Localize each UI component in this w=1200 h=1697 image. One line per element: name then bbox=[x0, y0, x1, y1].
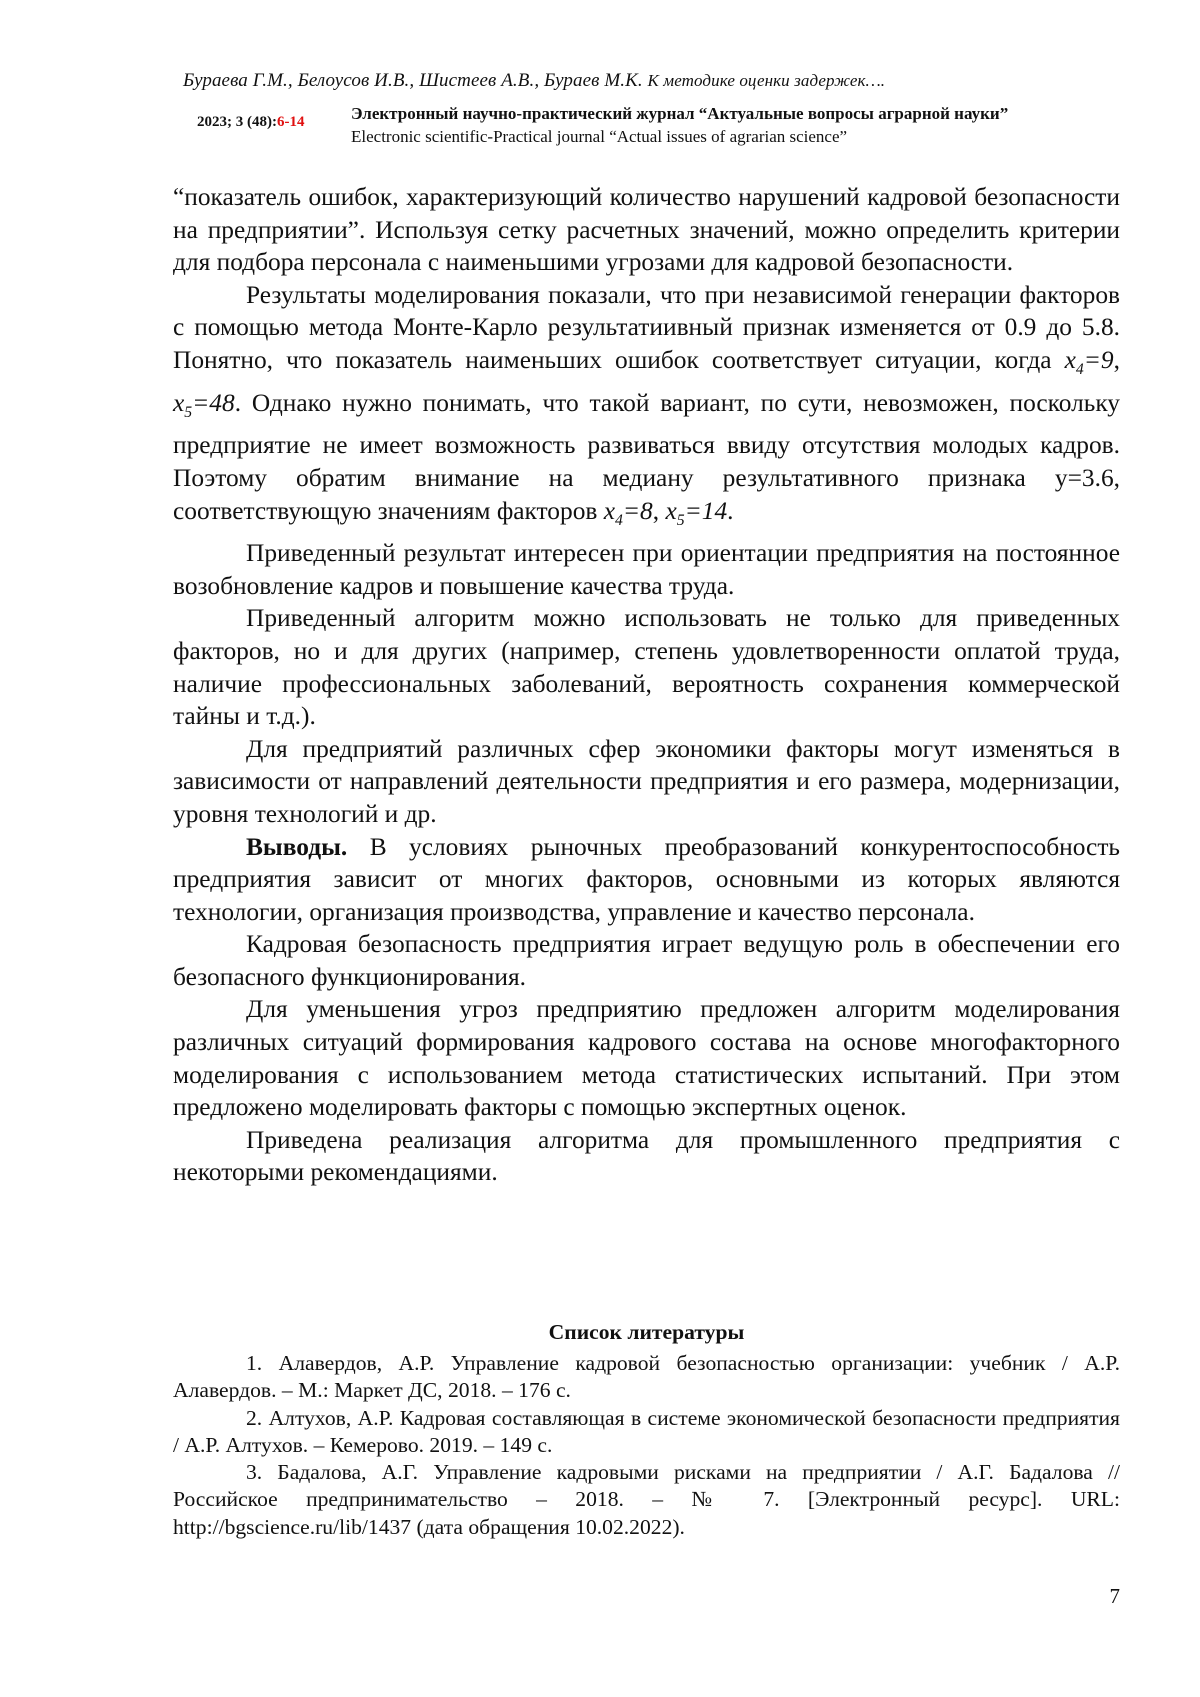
issue-info bbox=[197, 114, 304, 131]
reference-item: 1. Алавердов, А.Р. Управление кадровой безопасностью организации: учебник / А.Р. Алавердов. – М.: Маркет ДС, 2018. – 176 с. bbox=[173, 1350, 1120, 1405]
paragraph-8: Для уменьшения угроз предприятию предложен алгоритм моделирования различных ситуаций формирования кадрового состава на основе многофакторного моделирования с использованием метода статистических испытаний. При этом предложено моделировать факторы с помощью экспертных оценок. bbox=[173, 993, 1120, 1123]
page-number: 7 bbox=[1110, 1584, 1121, 1609]
formula-x5-48: x5=48 bbox=[173, 389, 235, 417]
running-head bbox=[183, 70, 885, 92]
journal-title-en: Electronic scientific-Practical journal “Actual issues of agrarian science” bbox=[351, 125, 1008, 148]
references-list bbox=[173, 1350, 1120, 1541]
paragraph-7: Кадровая безопасность предприятия играет ведущую роль в обеспечении его безопасного функционирования. bbox=[173, 928, 1120, 993]
references-title: Список литературы bbox=[173, 1320, 1120, 1345]
reference-item: 2. Алтухов, А.Р. Кадровая составляющая в системе экономической безопасности предприятия / А.Р. Алтухов. – Кемерово. 2019. – 149 с. bbox=[173, 1405, 1120, 1460]
formula-x4-8: x4=8 bbox=[604, 497, 653, 525]
paragraph-2: Результаты моделирования показали, что при независимой генерации факторов с помощью метода Монте-Карло результатиивный признак изменяется от 0.9 до 5.8. Понятно, что показатель наименьших ошибок соответствует ситуации, когда x4=9, x5=48. Однако нужно понимать, что такой вариант, по сути, невозможен, поскольку предприятие не имеет возможность развиваться ввиду отсутствия молодых кадров. Поэтому обратим внимание на медиану результативного признака y=3.6, соответствующую значениям факторов x4=8, x5=14. bbox=[173, 279, 1120, 537]
article-body bbox=[173, 181, 1120, 1189]
paragraph-5: Для предприятий различных сфер экономики факторы могут изменяться в зависимости от направлений деятельности предприятия и его размера, модернизации, уровня технологий и др. bbox=[173, 733, 1120, 831]
paragraph-4: Приведенный алгоритм можно использовать не только для приведенных факторов, но и для других (например, степень удовлетворенности оплатой труда, наличие профессиональных заболеваний, вероятность сохранения коммерческой тайны и т.д.). bbox=[173, 602, 1120, 732]
running-head-authors: Бураева Г.М., Белоусов И.В., Шистеев А.В., Бураев М.К. bbox=[183, 70, 643, 91]
formula-x4-9: x4=9 bbox=[1065, 346, 1114, 374]
paragraph-conclusions: Выводы. В условиях рыночных преобразований конкурентоспособность предприятия зависит от многих факторов, основными из которых являются технологии, организация производства, управление и качество персонала. bbox=[173, 831, 1120, 929]
running-head-title: К методике оценки задержек…. bbox=[648, 71, 886, 90]
paragraph-9: Приведена реализация алгоритма для промышленного предприятия с некоторыми рекомендациями. bbox=[173, 1124, 1120, 1189]
journal-title bbox=[351, 102, 1008, 148]
reference-item: 3. Бадалова, А.Г. Управление кадровыми рисками на предприятии / А.Г. Бадалова // Российское предпринимательство – 2018. – № 7. [Электронный ресурс]. URL: http://bgscience.ru/lib/1437 (дата обращения 10.02.2022). bbox=[173, 1459, 1120, 1541]
issue-number: 2023; 3 (48): bbox=[197, 114, 277, 130]
paragraph-3: Приведенный результат интересен при ориентации предприятия на постоянное возобновление кадров и повышение качества труда. bbox=[173, 537, 1120, 602]
formula-x5-14: x5=14 bbox=[665, 497, 727, 525]
paragraph-1: “показатель ошибок, характеризующий количество нарушений кадровой безопасности на предприятии”. Используя сетку расчетных значений, можно определить критерии для подбора персонала с наименьшими угрозами для кадровой безопасности. bbox=[173, 181, 1120, 279]
conclusions-label: Выводы. bbox=[246, 833, 347, 861]
journal-title-ru: Электронный научно-практический журнал “Актуальные вопросы аграрной науки” bbox=[351, 102, 1008, 125]
issue-pages: 6-14 bbox=[277, 114, 305, 130]
